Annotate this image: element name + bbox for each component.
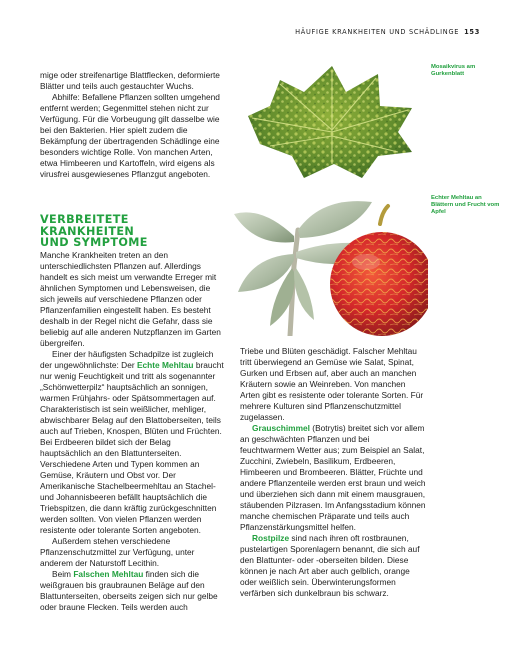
section-heading xyxy=(40,214,224,249)
paragraph xyxy=(40,569,224,613)
term-highlight: Falschen Mehltau xyxy=(73,568,144,579)
caption-powdery-mildew: Echter Mehltau an Blättern und Frucht vom Apfel xyxy=(431,195,500,216)
running-header xyxy=(295,28,480,36)
apple-mildew-photo xyxy=(232,196,428,336)
term-highlight: Echte Mehltau xyxy=(136,359,194,370)
text-run: finden sich die weißgrauen bis graubraunen Beläge auf den Blattunterseiten, oberseits zeigen sich nur gelbe oder braune Flecken. Teils werden auch xyxy=(40,568,218,612)
column-1-top xyxy=(40,70,224,180)
text-run: braucht nur wenig Feuchtigkeit und tritt als sogenannter „Schönwetterpilz“ hauptsächlich an sonnigen, warmen Frühjahrs- oder Spätsommertagen auf. Charakteristisch ist sein weißlicher, mehliger, abwischbarer Belag auf den Blattoberseiten, teils auch auf Trieben, Knospen, Blüten und Früchten. Bei Erdbeeren bildet sich der Belag hauptsächlich an den Blattunterseiten. Verschiedene Arten und Typen kommen an Gemüse, Kräutern und Obst vor. Der Amerikanische Stachelbeermehltau an Stachel- und Johannisbeeren befällt hauptsächlich die Triebspitzen, die dann kräftig zurückgeschnitten werden sollten. Von vielen Pflanzen werden resistente oder tolerante Sorten angeboten. xyxy=(40,359,224,535)
paragraph: mige oder streifenartige Blattflecken, deformierte Blätter und teils auch gestauchter Wuchs. xyxy=(40,70,220,91)
paragraph: Manche Krankheiten treten an den unterschiedlichsten Pflanzen auf. Allerdings handelt es sich meist um verwandte Erreger mit ähnlichen Symptomen und Lebensweisen, die sich jeweils auf verschiedene Pflanzen oder Pflanzenfamilien eingestellt haben. Es besteht deshalb in der Regel nicht die Gefahr, dass sie beliebig auf alle anderen Nutzpflanzen im Garten übergreifen. xyxy=(40,249,221,348)
paragraph xyxy=(40,349,224,536)
text-run: (Botrytis) breitet sich vor allem an geschwächten Pflanzen und bei feuchtwarmem Wetter aus; zum Beispiel an Salat, Zucchini, Zwiebeln, Basilikum, Erdbeeren, Himbeeren und Brombeeren. Blätter, Früchte und andere Pflanzenteile werden erst braun und weich und überziehen sich dann mit einem mausgrauen, stäubenden Pilzrasen. Im Anfangsstadium können manche chemischen Präparate und teils auch Pflanzenstärkungsmittel helfen. xyxy=(240,423,426,532)
cucumber-leaf-photo xyxy=(240,60,426,180)
term-highlight: Grauschimmel xyxy=(252,423,310,433)
paragraph xyxy=(240,423,426,533)
term-highlight: Rostpilze xyxy=(252,533,290,543)
column-2 xyxy=(240,346,426,599)
text-run: Einer der häufigsten Schadpilze ist zugleich der ungewöhnlichste: Der xyxy=(40,348,214,370)
column-1-section xyxy=(40,214,224,613)
paragraph xyxy=(240,533,426,599)
paragraph: Triebe und Blüten geschädigt. Falscher Mehltau tritt überwiegend an Gemüse wie Salat, Spinat, Gurken und Erbsen auf, aber auch an manchen Kräutern sowie an Weinreben. Von manchen Arten gibt es resistente oder tolerante Sorten. Für mehrere Kulturen sind Pflanzenschutzmittel zugelassen. xyxy=(240,346,424,422)
text-run: Beim xyxy=(52,568,74,579)
heading-line: VERBREITETE KRANKHEITEN xyxy=(40,213,135,238)
header-title: HÄUFIGE KRANKHEITEN UND SCHÄDLINGE xyxy=(295,28,460,36)
text-run: sind nach ihren oft rostbraunen, pustelartigen Sporenlagern benannt, die sich auf den Blattunter- oder -oberseiten bilden. Diese können je nach Art aber auch gelblich, orange oder weißlich sein. Überwinterungsformen verfärben sich dunkelbraun bis schwarz. xyxy=(240,533,420,598)
paragraph: Abhilfe: Befallene Pflanzen sollten umgehend entfernt werden; Gegenmittel stehen nicht zur Verfügung. Für die Vorbeugung gilt dasselbe wie bei den Bakterien. Hier spielt zudem die Bekämpfung der übertragenden Schädlinge eine besonders wichtige Rolle. Von manchen Arten, etwa Himbeeren und Kartoffeln, wird eigens als virusfrei ausgewiesenes Pflanzgut angeboten. xyxy=(40,92,220,179)
page-number: 153 xyxy=(464,28,480,36)
caption-mosaic-virus: Mosaikvirus am Gurkenblatt xyxy=(431,64,476,78)
paragraph: Außerdem stehen verschiedene Pflanzenschutzmittel zur Verfügung, unter anderem der Naturstoff Lecithin. xyxy=(40,535,195,568)
heading-line: UND SYMPTOME xyxy=(40,236,148,249)
